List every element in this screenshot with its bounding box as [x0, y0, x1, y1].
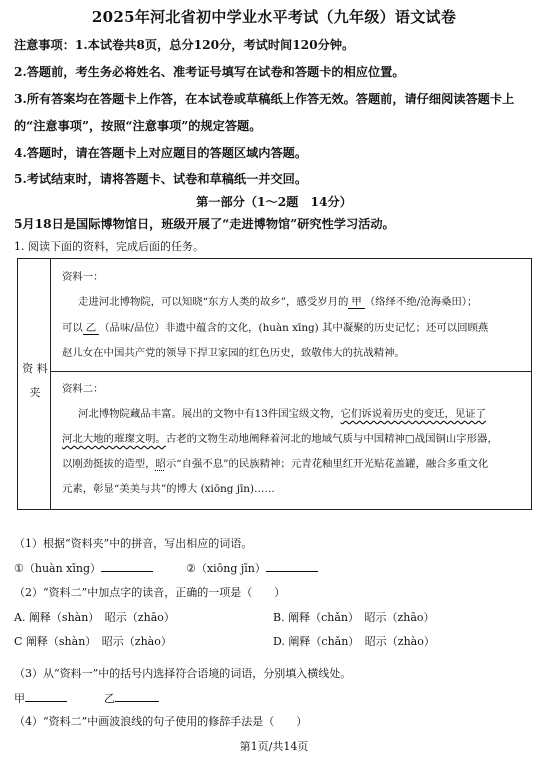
folder-label: [22, 357, 48, 405]
answer-blank-b[interactable]: [266, 560, 318, 572]
note-3: 3.所有答案均在答题卡上作答，在本试卷或草稿纸上作答无效。答题前，请仔细阅读答题卡上: [14, 92, 515, 106]
task-1-item-a: ①（huàn xīng）: [14, 562, 102, 575]
material-1-line-2: [62, 319, 488, 335]
material-2-line-2: [62, 430, 498, 445]
option-d[interactable]: D. 阐释（chǎn） 昭示（zhào）: [273, 635, 435, 648]
exam-title: 2025年河北省初中学业水平考试（九年级）语文试卷: [91, 8, 457, 26]
option-a[interactable]: A. 阐释（shàn） 昭示（zhāo）: [14, 611, 175, 624]
note-3-cont: 的“注意事项”，按照“注意事项”的规定答题。: [14, 119, 262, 133]
task-1-item-b: ②（xiōng jīn）: [186, 562, 266, 575]
wavy-underlined-sentence: 它们诉说着历史的变迁，见证了: [340, 408, 487, 420]
material-1-line-3: 赵儿女在中国共产党的领导下捍卫家园的红色历史，致敬伟大的抗战精神。: [62, 347, 405, 359]
blank-yi: 乙: [83, 319, 99, 335]
page-footer: 第1页/共14页: [239, 740, 309, 753]
task-1: （1）根据“资料夹”中的拼音，写出相应的词语。: [14, 537, 253, 550]
note-4: 4.答题时，请在答题卡上对应题目的答题区域内答题。: [14, 146, 308, 160]
option-b[interactable]: B. 阐释（chǎn） 昭示（zhāo）: [273, 611, 435, 624]
wavy-underlined-sentence-end: 河北大地的璀璨文明。: [62, 433, 166, 445]
dotted-character: 昭: [155, 458, 166, 470]
material-2-label: 资料二：: [62, 383, 104, 395]
note-1: 注意事项：1.本试卷共8页，总分120分，考试时间120分钟。: [14, 38, 355, 52]
material-folder-table: [17, 258, 532, 510]
material-1-label: 资料一：: [62, 271, 104, 283]
material-1-choice-1: （络绎不绝/沧海桑田）；: [364, 296, 478, 308]
folder-label-line-1: 资 料: [22, 362, 48, 375]
material-1-text: 走进河北博物院，可以知晓“东方人类的故乡”，感受岁月的: [78, 296, 349, 308]
folder-label-column: [18, 259, 51, 509]
material-1-text: 可以: [62, 322, 83, 334]
option-c[interactable]: C 阐释（shàn） 昭示（zhào）: [14, 635, 172, 648]
task-1-answers: [14, 560, 318, 576]
question-1-instruction: 1. 阅读下面的资料，完成后面的任务。: [14, 240, 204, 253]
material-2-text: 以刚劲挺拔的造型，: [62, 458, 156, 470]
material-2-line-1: [78, 405, 486, 420]
material-2-text: 示“自强不息”的民族精神；元青花釉里红开光贴花盖罐，融合多重文化: [165, 458, 489, 470]
material-divider: [50, 371, 531, 372]
material-1-line-1: [78, 293, 477, 309]
section-title: 第一部分（1～2题 14分）: [196, 195, 352, 209]
material-2-line-3: [62, 455, 488, 470]
task-3-label-jia: 甲: [14, 692, 25, 705]
blank-jia: 甲: [348, 293, 364, 309]
folder-label-line-2: 夹: [29, 386, 41, 399]
task-3: （3）从“资料一”中的括号内选择符合语境的词语，分别填入横线处。: [14, 667, 352, 680]
material-2-line-4: 元素，彰显“美美与共”的博大 (xiōng jīn)……: [62, 483, 275, 495]
answer-blank-a[interactable]: [101, 560, 153, 572]
material-2-text: 古老的文物生动地阐释着河北的地域气质与中国精神□战国铜山字形器，: [165, 433, 498, 445]
answer-blank-yi[interactable]: [115, 690, 159, 702]
answer-blank-jia[interactable]: [25, 690, 67, 702]
task-4: （4）“资料二”中画波浪线的句子使用的修辞手法是（ ）: [14, 715, 308, 728]
task-2: （2）“资料二”中加点字的读音，正确的一项是（ ）: [14, 586, 286, 599]
task-3-answers: [14, 690, 159, 706]
material-1-choice-2: （品味/品位）非遗中蕴含的文化，(huàn xīng) 其中凝聚的历史记忆；还可以回顾燕: [99, 322, 489, 334]
task-3-label-yi: 乙: [104, 692, 115, 705]
material-2-text: 河北博物院藏品丰富。展出的文物中有13件国宝级文物，: [78, 408, 341, 420]
activity-intro: 5月18日是国际博物馆日，班级开展了“走进博物馆”研究性学习活动。: [14, 217, 395, 231]
note-5: 5.考试结束时，请将答题卡、试卷和草稿纸一并交回。: [14, 172, 308, 186]
note-2: 2.答题前，考生务必将姓名、准考证号填写在试卷和答题卡的相应位置。: [14, 65, 405, 79]
